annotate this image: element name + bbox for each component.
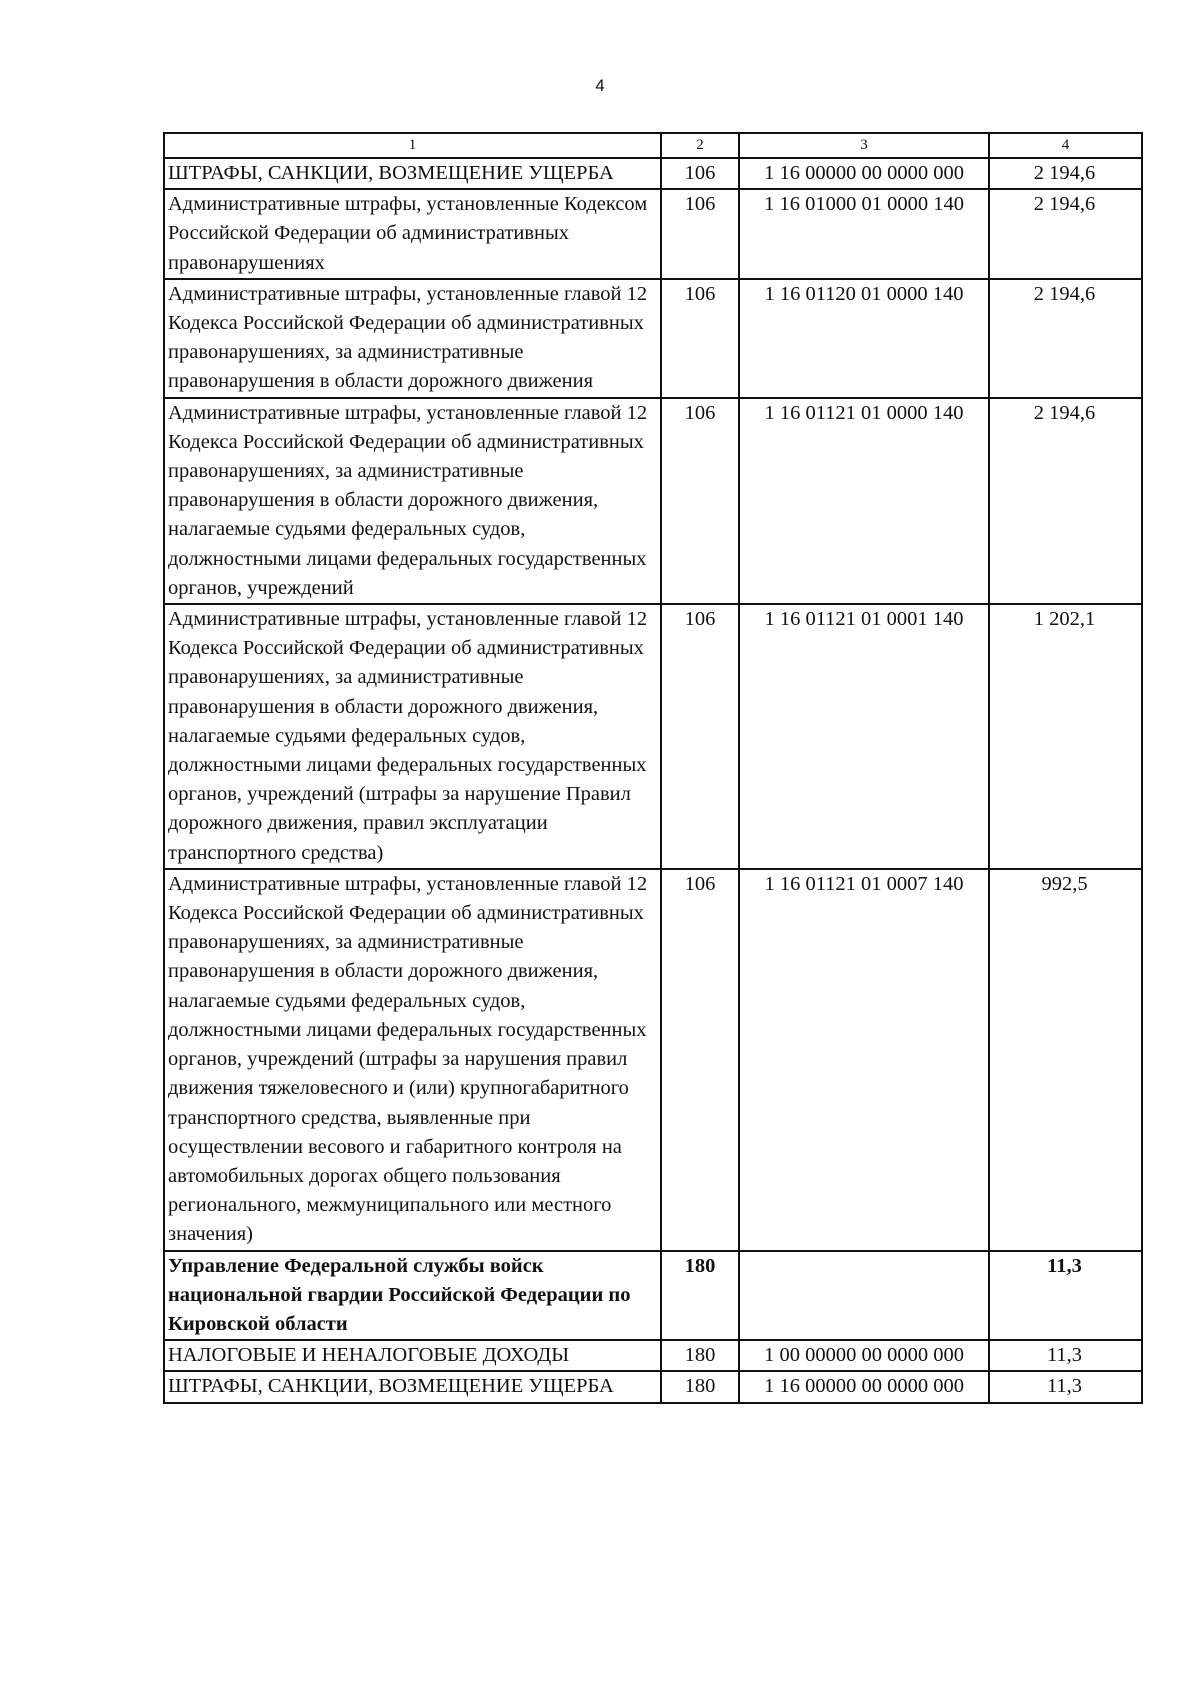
row-name-cell: ШТРАФЫ, САНКЦИИ, ВОЗМЕЩЕНИЕ УЩЕРБА bbox=[164, 1371, 661, 1402]
table-row bbox=[164, 869, 1142, 1251]
table-row bbox=[164, 398, 1142, 604]
row-classification-code-cell: 1 16 00000 00 0000 000 bbox=[739, 158, 989, 189]
header-col-4: 4 bbox=[989, 133, 1142, 158]
row-name-cell: НАЛОГОВЫЕ И НЕНАЛОГОВЫЕ ДОХОДЫ bbox=[164, 1340, 661, 1371]
page-number: 4 bbox=[595, 76, 605, 95]
row-classification-code-cell bbox=[739, 1251, 989, 1341]
row-admin-code-cell: 180 bbox=[661, 1371, 739, 1402]
row-admin-code-cell: 180 bbox=[661, 1251, 739, 1341]
row-amount-cell: 2 194,6 bbox=[989, 279, 1142, 398]
row-classification-code-cell: 1 16 01000 01 0000 140 bbox=[739, 189, 989, 279]
row-amount-cell: 992,5 bbox=[989, 869, 1142, 1251]
row-amount-cell: 2 194,6 bbox=[989, 158, 1142, 189]
row-admin-code-cell: 106 bbox=[661, 398, 739, 604]
row-admin-code-cell: 106 bbox=[661, 604, 739, 869]
row-name-cell: Административные штрафы, установленные главой 12 Кодекса Российской Федерации об административных правонарушениях, за административные правонарушения в области дорожного движения bbox=[164, 279, 661, 398]
row-amount-cell: 1 202,1 bbox=[989, 604, 1142, 869]
header-col-1: 1 bbox=[164, 133, 661, 158]
row-admin-code-cell: 180 bbox=[661, 1340, 739, 1371]
row-admin-code-cell: 106 bbox=[661, 279, 739, 398]
table-row bbox=[164, 1371, 1142, 1402]
row-amount-cell: 2 194,6 bbox=[989, 189, 1142, 279]
row-admin-code-cell: 106 bbox=[661, 869, 739, 1251]
table-row bbox=[164, 158, 1142, 189]
table-body bbox=[164, 158, 1142, 1403]
table-row bbox=[164, 1251, 1142, 1341]
row-name-cell: Управление Федеральной службы войск национальной гвардии Российской Федерации по Кировской области bbox=[164, 1251, 661, 1341]
row-classification-code-cell: 1 16 01121 01 0001 140 bbox=[739, 604, 989, 869]
row-classification-code-cell: 1 16 01120 01 0000 140 bbox=[739, 279, 989, 398]
row-amount-cell: 2 194,6 bbox=[989, 398, 1142, 604]
row-amount-cell: 11,3 bbox=[989, 1340, 1142, 1371]
row-name-cell: Административные штрафы, установленные главой 12 Кодекса Российской Федерации об административных правонарушениях, за административные правонарушения в области дорожного движения, налагаемые судьями федеральных судов, должностными лицами федеральных государственных органов, учреждений bbox=[164, 398, 661, 604]
table-row bbox=[164, 279, 1142, 398]
row-classification-code-cell: 1 00 00000 00 0000 000 bbox=[739, 1340, 989, 1371]
row-classification-code-cell: 1 16 01121 01 0007 140 bbox=[739, 869, 989, 1251]
row-classification-code-cell: 1 16 00000 00 0000 000 bbox=[739, 1371, 989, 1402]
row-name-cell: Административные штрафы, установленные главой 12 Кодекса Российской Федерации об административных правонарушениях, за административные правонарушения в области дорожного движения, налагаемые судьями федеральных судов, должностными лицами федеральных государственных органов, учреждений (штрафы за нарушения правил движения тяжеловесного и (или) крупногабаритного транспортного средства, выявленные при осуществлении весового и габаритного контроля на автомобильных дорогах общего пользования регионального, межмуниципального или местного значения) bbox=[164, 869, 661, 1251]
row-amount-cell: 11,3 bbox=[989, 1251, 1142, 1341]
table-row bbox=[164, 189, 1142, 279]
table-row bbox=[164, 604, 1142, 869]
row-admin-code-cell: 106 bbox=[661, 158, 739, 189]
row-classification-code-cell: 1 16 01121 01 0000 140 bbox=[739, 398, 989, 604]
row-amount-cell: 11,3 bbox=[989, 1371, 1142, 1402]
row-admin-code-cell: 106 bbox=[661, 189, 739, 279]
row-name-cell: ШТРАФЫ, САНКЦИИ, ВОЗМЕЩЕНИЕ УЩЕРБА bbox=[164, 158, 661, 189]
header-row bbox=[164, 133, 1142, 158]
table-header bbox=[164, 133, 1142, 158]
revenue-table bbox=[163, 132, 1143, 1404]
header-col-2: 2 bbox=[661, 133, 739, 158]
header-col-3: 3 bbox=[739, 133, 989, 158]
table-row bbox=[164, 1340, 1142, 1371]
row-name-cell: Административные штрафы, установленные главой 12 Кодекса Российской Федерации об административных правонарушениях, за административные правонарушения в области дорожного движения, налагаемые судьями федеральных судов, должностными лицами федеральных государственных органов, учреждений (штрафы за нарушение Правил дорожного движения, правил эксплуатации транспортного средства) bbox=[164, 604, 661, 869]
row-name-cell: Административные штрафы, установленные Кодексом Российской Федерации об административных правонарушениях bbox=[164, 189, 661, 279]
